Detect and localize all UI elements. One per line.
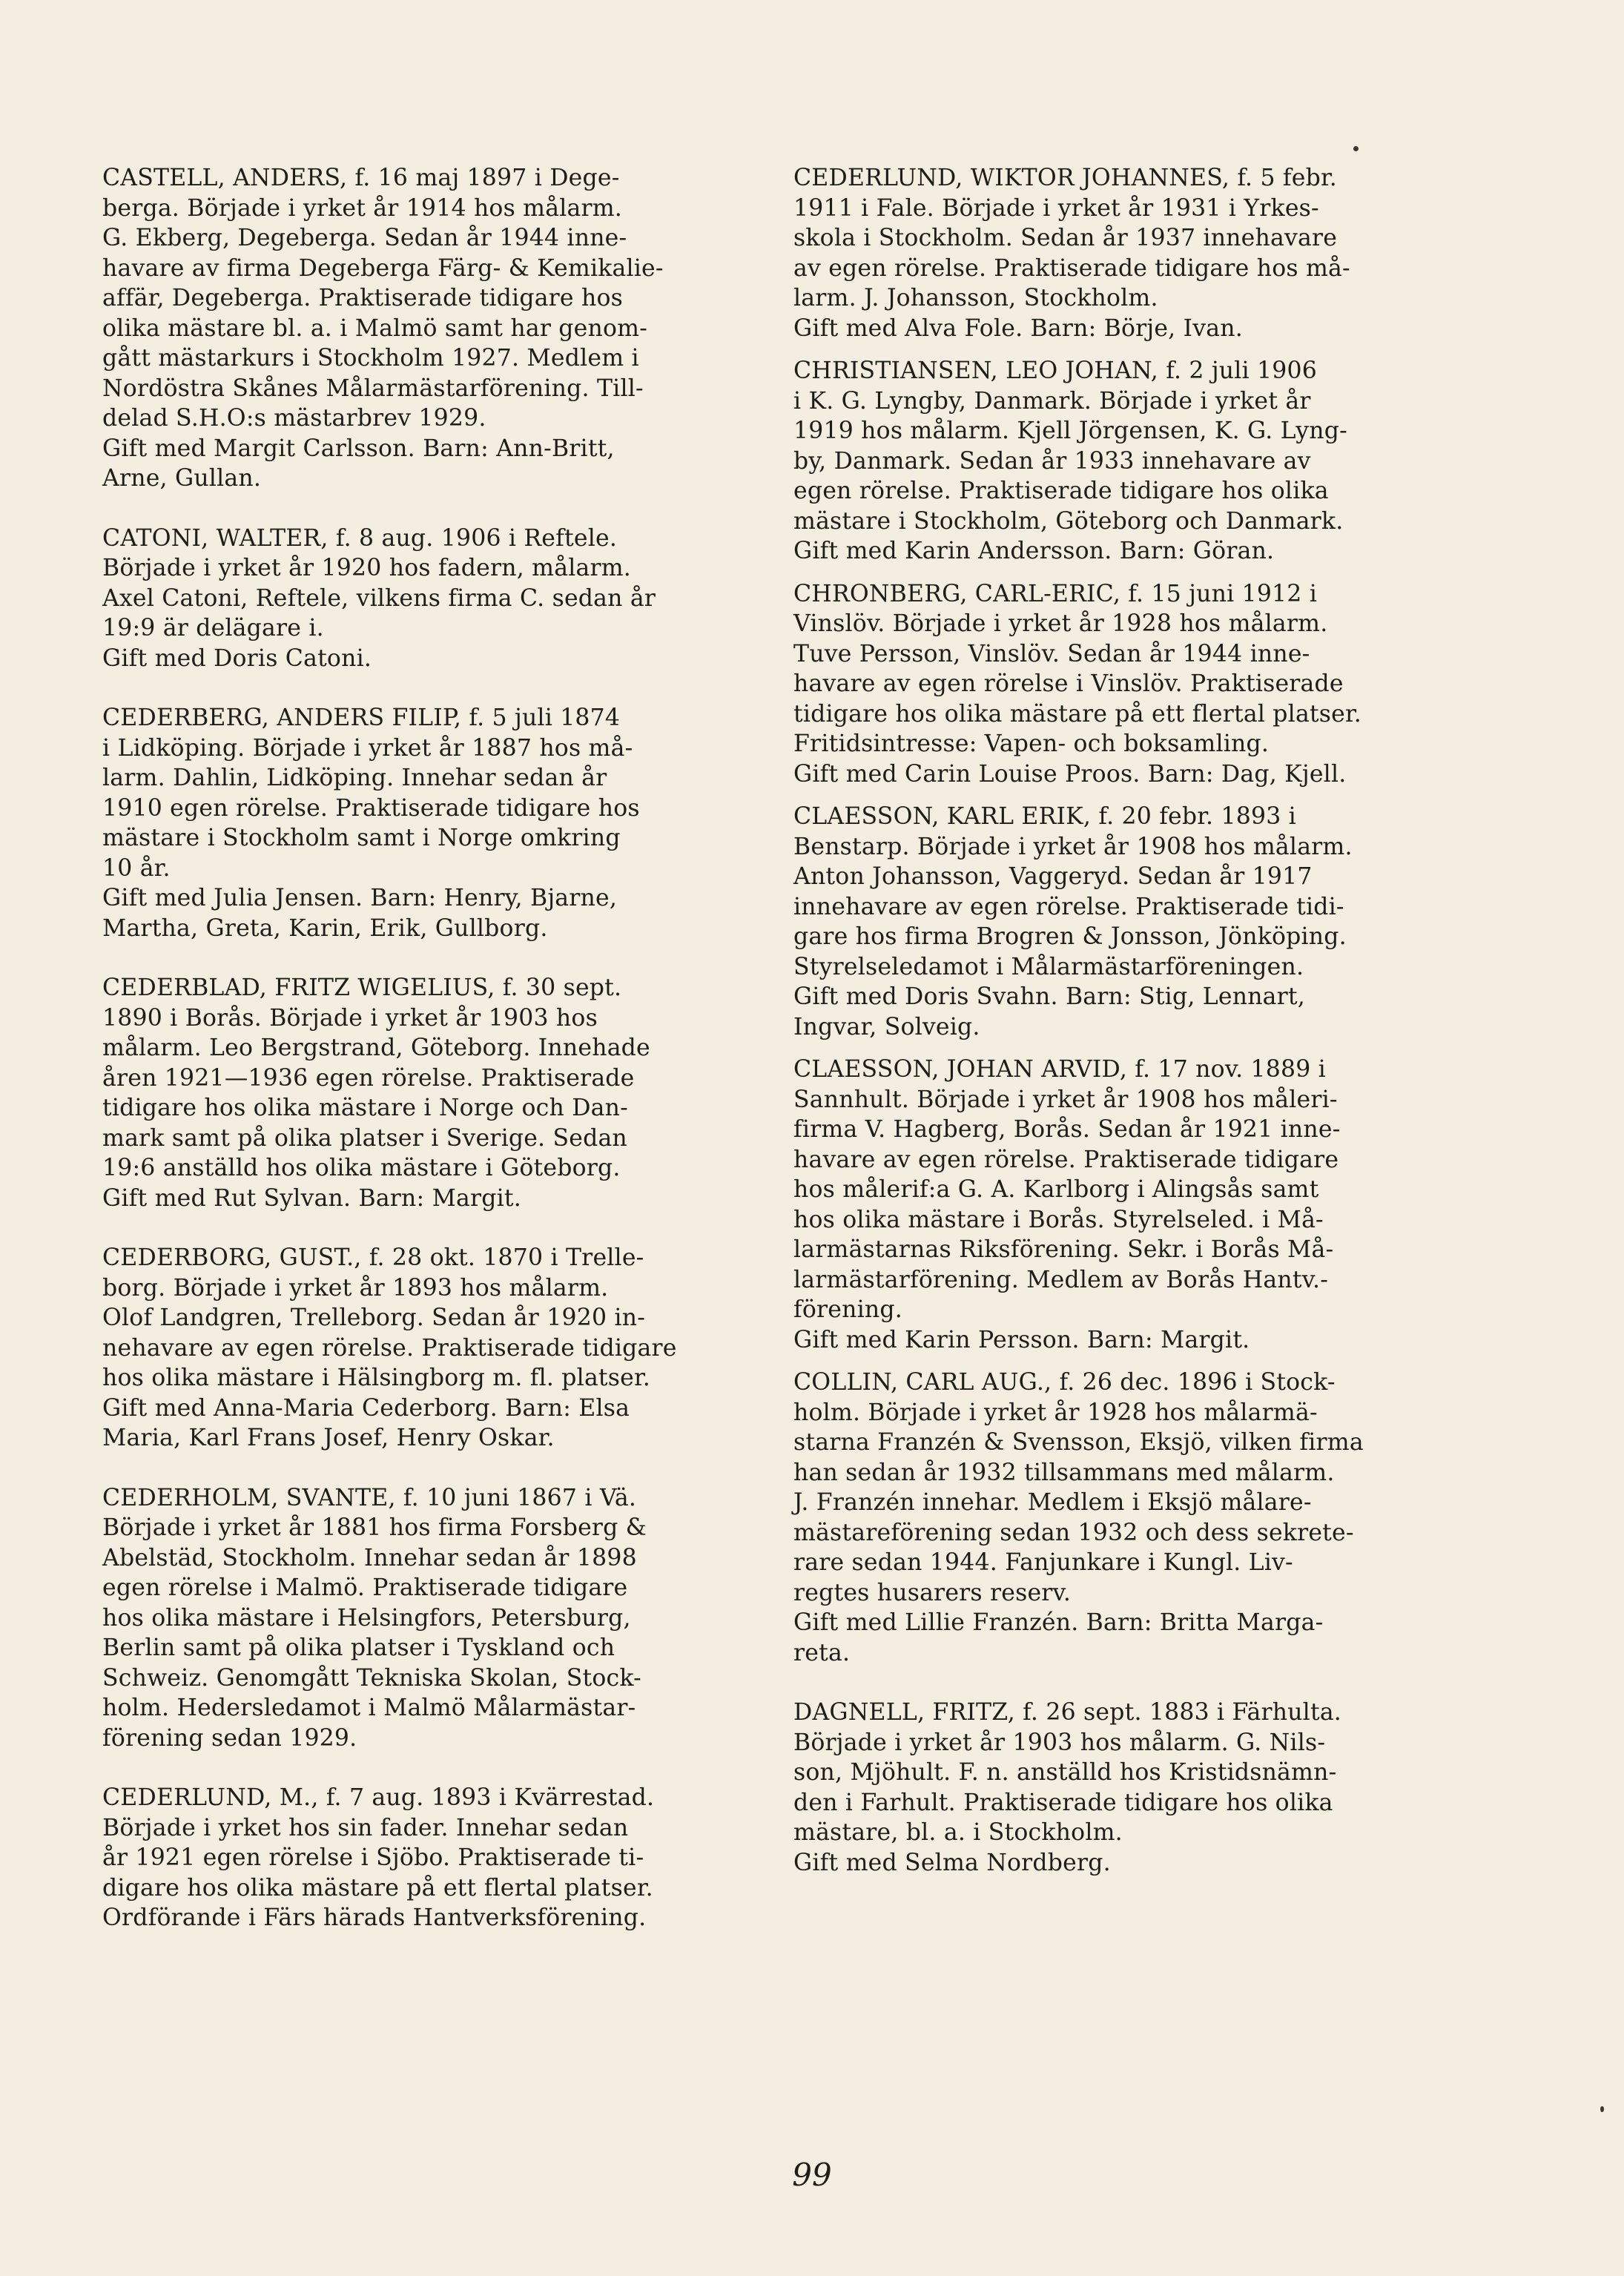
entry-line: i Lidköping. Började i yrket år 1887 hos må- [102, 734, 633, 762]
entry-line: CATONI, WALTER, f. 8 aug. 1906 i Reftele. [102, 524, 618, 552]
entry-line: larmästarnas Riksförening. Sekr. i Borås Må- [793, 1236, 1334, 1263]
entry-line: digare hos olika mästare på ett flertal platser. [102, 1874, 653, 1901]
entry-line: gare hos firma Brogren & Jonsson, Jönköping. [793, 923, 1347, 950]
right-column [793, 163, 1439, 1890]
entry-line: innehavare av egen rörelse. Praktiserade tidi- [793, 893, 1344, 920]
entry-dagnell-fritz [793, 1698, 1439, 1878]
entry-line: COLLIN, CARL AUG., f. 26 dec. 1896 i Stock- [793, 1369, 1336, 1396]
entry-cederberg-anders-filip [102, 703, 747, 943]
entry-cederlund-m [102, 1783, 747, 1933]
entry-line: Arne, Gullan. [102, 465, 262, 492]
entry-line: av egen rörelse. Praktiserade tidigare hos må- [793, 254, 1350, 282]
entry-line: Gift med Rut Sylvan. Barn: Margit. [102, 1184, 521, 1212]
entry-line: förening sedan 1929. [102, 1724, 357, 1752]
entry-line: hos olika mästare i Hälsingborg m. fl. platser. [102, 1365, 651, 1391]
entry-line: berga. Började i yrket år 1914 hos målarm. [102, 194, 623, 222]
entry-line: Axel Catoni, Reftele, vilkens firma C. sedan år [102, 584, 656, 612]
entry-line: by, Danmark. Sedan år 1933 innehavare av [793, 447, 1311, 475]
entry-line: J. Franzén innehar. Medlem i Eksjö målare- [793, 1489, 1312, 1516]
entry-line: Vinslöv. Började i yrket år 1928 hos målarm. [793, 610, 1328, 637]
entry-catoni-walter [102, 524, 747, 674]
entry-line: egen rörelse i Malmö. Praktiserade tidigare [102, 1574, 628, 1601]
entry-line: CEDERLUND, M., f. 7 aug. 1893 i Kvärrestad. [102, 1784, 655, 1811]
entry-line: Gift med Karin Andersson. Barn: Göran. [793, 538, 1275, 564]
entry-line: mästareförening sedan 1932 och dess sekrete- [793, 1519, 1354, 1546]
entry-line: Maria, Karl Frans Josef, Henry Oskar. [102, 1425, 555, 1451]
entry-line: 1910 egen rörelse. Praktiserade tidigare hos [102, 794, 640, 822]
entry-line: CEDERLUND, WIKTOR JOHANNES, f. 5 febr. [793, 165, 1338, 191]
entry-line: hos olika mästare i Helsingfors, Petersburg, [102, 1604, 631, 1632]
entry-claesson-karl-erik [793, 802, 1439, 1042]
entry-line: Abelstäd, Stockholm. Innehar sedan år 1898 [102, 1544, 637, 1571]
entry-cederblad-fritz [102, 973, 747, 1213]
entry-line: mästare, bl. a. i Stockholm. [793, 1819, 1123, 1846]
entry-line: skola i Stockholm. Sedan år 1937 innehavare [793, 225, 1338, 251]
entry-line: 19:6 anställd hos olika mästare i Göteborg. [102, 1155, 621, 1181]
entry-line: larm. Dahlin, Lidköping. Innehar sedan år [102, 765, 607, 791]
entry-line: Gift med Carin Louise Proos. Barn: Dag, Kjell. [793, 760, 1347, 788]
entry-line: Gift med Karin Persson. Barn: Margit. [793, 1326, 1250, 1353]
entry-line: CHRISTIANSEN, LEO JOHAN, f. 2 juli 1906 [793, 357, 1318, 384]
entry-line: CLAESSON, KARL ERIK, f. 20 febr. 1893 i [793, 803, 1296, 830]
entry-line: egen rörelse. Praktiserade tidigare hos olika [793, 478, 1329, 504]
entry-line: Gift med Julia Jensen. Barn: Henry, Bjarne, [102, 885, 618, 911]
entry-line: åren 1921—1936 egen rörelse. Praktiserade [102, 1064, 635, 1092]
entry-line: havare av egen rörelse. Praktiserade tidigare [793, 1146, 1339, 1173]
entry-cederholm-svante [102, 1483, 747, 1754]
entry-line: 10 år. [102, 854, 171, 882]
entry-line: delad S.H.O:s mästarbrev 1929. [102, 405, 486, 432]
entry-line: olika mästare bl. a. i Malmö samt har genom- [102, 314, 648, 342]
entry-line: holm. Hedersledamot i Malmö Målarmästar- [102, 1695, 636, 1721]
entry-cederborg-gust [102, 1243, 747, 1454]
entry-line: Nordöstra Skånes Målarmästarförening. Till- [102, 375, 644, 402]
entry-line: Olof Landgren, Trelleborg. Sedan år 1920 in- [102, 1304, 646, 1331]
entry-line: Ingvar, Solveig. [793, 1013, 980, 1040]
entry-line: Gift med Alva Fole. Barn: Börje, Ivan. [793, 314, 1243, 342]
entry-line: hos målerif:a G. A. Karlborg i Alingsås samt [793, 1176, 1319, 1203]
entry-claesson-johan-arvid [793, 1055, 1439, 1355]
entry-line: i K. G. Lyngby, Danmark. Började i yrket år [793, 387, 1311, 415]
entry-line: Berlin samt på olika platser i Tyskland och [102, 1635, 615, 1661]
entry-line: havare av egen rörelse i Vinslöv. Praktiserade [793, 670, 1344, 697]
entry-line: Gift med Doris Svahn. Barn: Stig, Lennart, [793, 983, 1305, 1010]
entry-line: son, Mjöhult. F. n. anställd hos Kristidsnämn- [793, 1759, 1337, 1786]
entry-line: 1919 hos målarm. Kjell Jörgensen, K. G. Lyng- [793, 418, 1347, 444]
entry-line: starna Franzén & Svensson, Eksjö, vilken firma [793, 1429, 1364, 1456]
entry-castell-anders [102, 163, 747, 494]
entry-line: CASTELL, ANDERS, f. 16 maj 1897 i Dege- [102, 165, 620, 191]
entry-line: Gift med Doris Catoni. [102, 644, 372, 672]
entry-line: Gift med Margit Carlsson. Barn: Ann-Britt, [102, 435, 615, 462]
entry-chronberg-carl-eric [793, 579, 1439, 790]
entry-line: målarm. Leo Bergstrand, Göteborg. Innehade [102, 1035, 650, 1061]
entry-line: Schweiz. Genomgått Tekniska Skolan, Stock- [102, 1664, 641, 1692]
left-column [102, 163, 747, 1946]
entry-christiansen-leo [793, 356, 1439, 567]
entry-line: gått mästarkurs i Stockholm 1927. Medlem i [102, 345, 639, 372]
entry-line: CEDERBERG, ANDERS FILIP, f. 5 juli 1874 [102, 705, 621, 731]
entry-line: CHRONBERG, CARL-ERIC, f. 15 juni 1912 i [793, 580, 1318, 607]
page-number: 99 [792, 2157, 832, 2193]
entry-line: CEDERHOLM, SVANTE, f. 10 juni 1867 i Vä. [102, 1484, 637, 1511]
entry-line: hos olika mästare i Borås. Styrelseled. i Må- [793, 1206, 1324, 1233]
entry-line: rare sedan 1944. Fanjunkare i Kungl. Liv- [793, 1549, 1293, 1576]
entry-line: Benstarp. Började i yrket år 1908 hos målarm. [793, 833, 1353, 860]
entry-line: tidigare hos olika mästare på ett flertal platser. [793, 700, 1361, 728]
entry-line: Började i yrket hos sin fader. Innehar sedan [102, 1814, 629, 1841]
entry-line: tidigare hos olika mästare i Norge och Dan- [102, 1095, 628, 1121]
entry-line: Fritidsintresse: Vapen- och boksamling. [793, 730, 1270, 757]
entry-line: år 1921 egen rörelse i Sjöbo. Praktiserade ti- [102, 1844, 644, 1871]
entry-line: Började i yrket år 1920 hos fadern, målarm. [102, 555, 631, 581]
print-speck [1600, 2106, 1604, 2112]
entry-line: mästare i Stockholm, Göteborg och Danmark. [793, 507, 1344, 535]
entry-line: larmästarförening. Medlem av Borås Hantv.- [793, 1266, 1329, 1293]
entry-line: förening. [793, 1296, 902, 1323]
entry-line: mästare i Stockholm samt i Norge omkring [102, 825, 621, 851]
entry-line: Tuve Persson, Vinslöv. Sedan år 1944 inne- [793, 640, 1310, 667]
entry-line: firma V. Hagberg, Borås. Sedan år 1921 inne- [793, 1116, 1341, 1143]
entry-line: Gift med Anna-Maria Cederborg. Barn: Elsa [102, 1394, 630, 1422]
entry-line: mark samt på olika platser i Sverige. Sedan [102, 1124, 627, 1152]
entry-line: nehavare av egen rörelse. Praktiserade tidigare [102, 1334, 677, 1362]
entry-line: holm. Började i yrket år 1928 hos målarmä- [793, 1399, 1318, 1426]
entry-line: CEDERBORG, GUST., f. 28 okt. 1870 i Trelle- [102, 1244, 644, 1271]
entry-collin-carl-aug [793, 1368, 1439, 1668]
entry-line: Anton Johansson, Vaggeryd. Sedan år 1917 [793, 863, 1313, 890]
entry-line: han sedan år 1932 tillsammans med målarm. [793, 1459, 1335, 1486]
entry-line: G. Ekberg, Degeberga. Sedan år 1944 inne- [102, 225, 627, 251]
entry-line: Ordförande i Färs härads Hantverksförening. [102, 1904, 647, 1931]
entry-line: 1890 i Borås. Började i yrket år 1903 hos [102, 1004, 598, 1032]
entry-line: CEDERBLAD, FRITZ WIGELIUS, f. 30 sept. [102, 974, 622, 1001]
entry-line: Martha, Greta, Karin, Erik, Gullborg. [102, 914, 548, 942]
print-speck [1353, 146, 1359, 151]
entry-line: Gift med Selma Nordberg. [793, 1849, 1111, 1876]
entry-line: 19:9 är delägare i. [102, 615, 324, 641]
entry-line: den i Farhult. Praktiserade tidigare hos olika [793, 1789, 1333, 1816]
entry-line: Styrelseledamot i Målarmästarföreningen. [793, 953, 1304, 980]
entry-line: havare av firma Degeberga Färg- & Kemikalie- [102, 254, 664, 282]
entry-line: Sannhult. Började i yrket år 1908 hos måleri- [793, 1086, 1338, 1113]
entry-line: 1911 i Fale. Började i yrket år 1931 i Yrkes- [793, 194, 1319, 222]
entry-line: CLAESSON, JOHAN ARVID, f. 17 nov. 1889 i [793, 1056, 1326, 1083]
entry-line: larm. J. Johansson, Stockholm. [793, 285, 1158, 311]
entry-line: borg. Började i yrket år 1893 hos målarm. [102, 1274, 609, 1302]
entry-line: Började i yrket år 1881 hos firma Forsberg & [102, 1514, 647, 1541]
entry-line: reta. [793, 1639, 851, 1666]
entry-line: Började i yrket år 1903 hos målarm. G. Nils- [793, 1729, 1326, 1756]
entry-line: affär, Degeberga. Praktiserade tidigare hos [102, 285, 623, 311]
entry-line: Gift med Lillie Franzén. Barn: Britta Marga- [793, 1609, 1324, 1636]
entry-line: DAGNELL, FRITZ, f. 26 sept. 1883 i Färhulta. [793, 1699, 1342, 1726]
entry-line: regtes husarers reserv. [793, 1579, 1072, 1606]
entry-cederlund-wiktor [793, 163, 1439, 343]
